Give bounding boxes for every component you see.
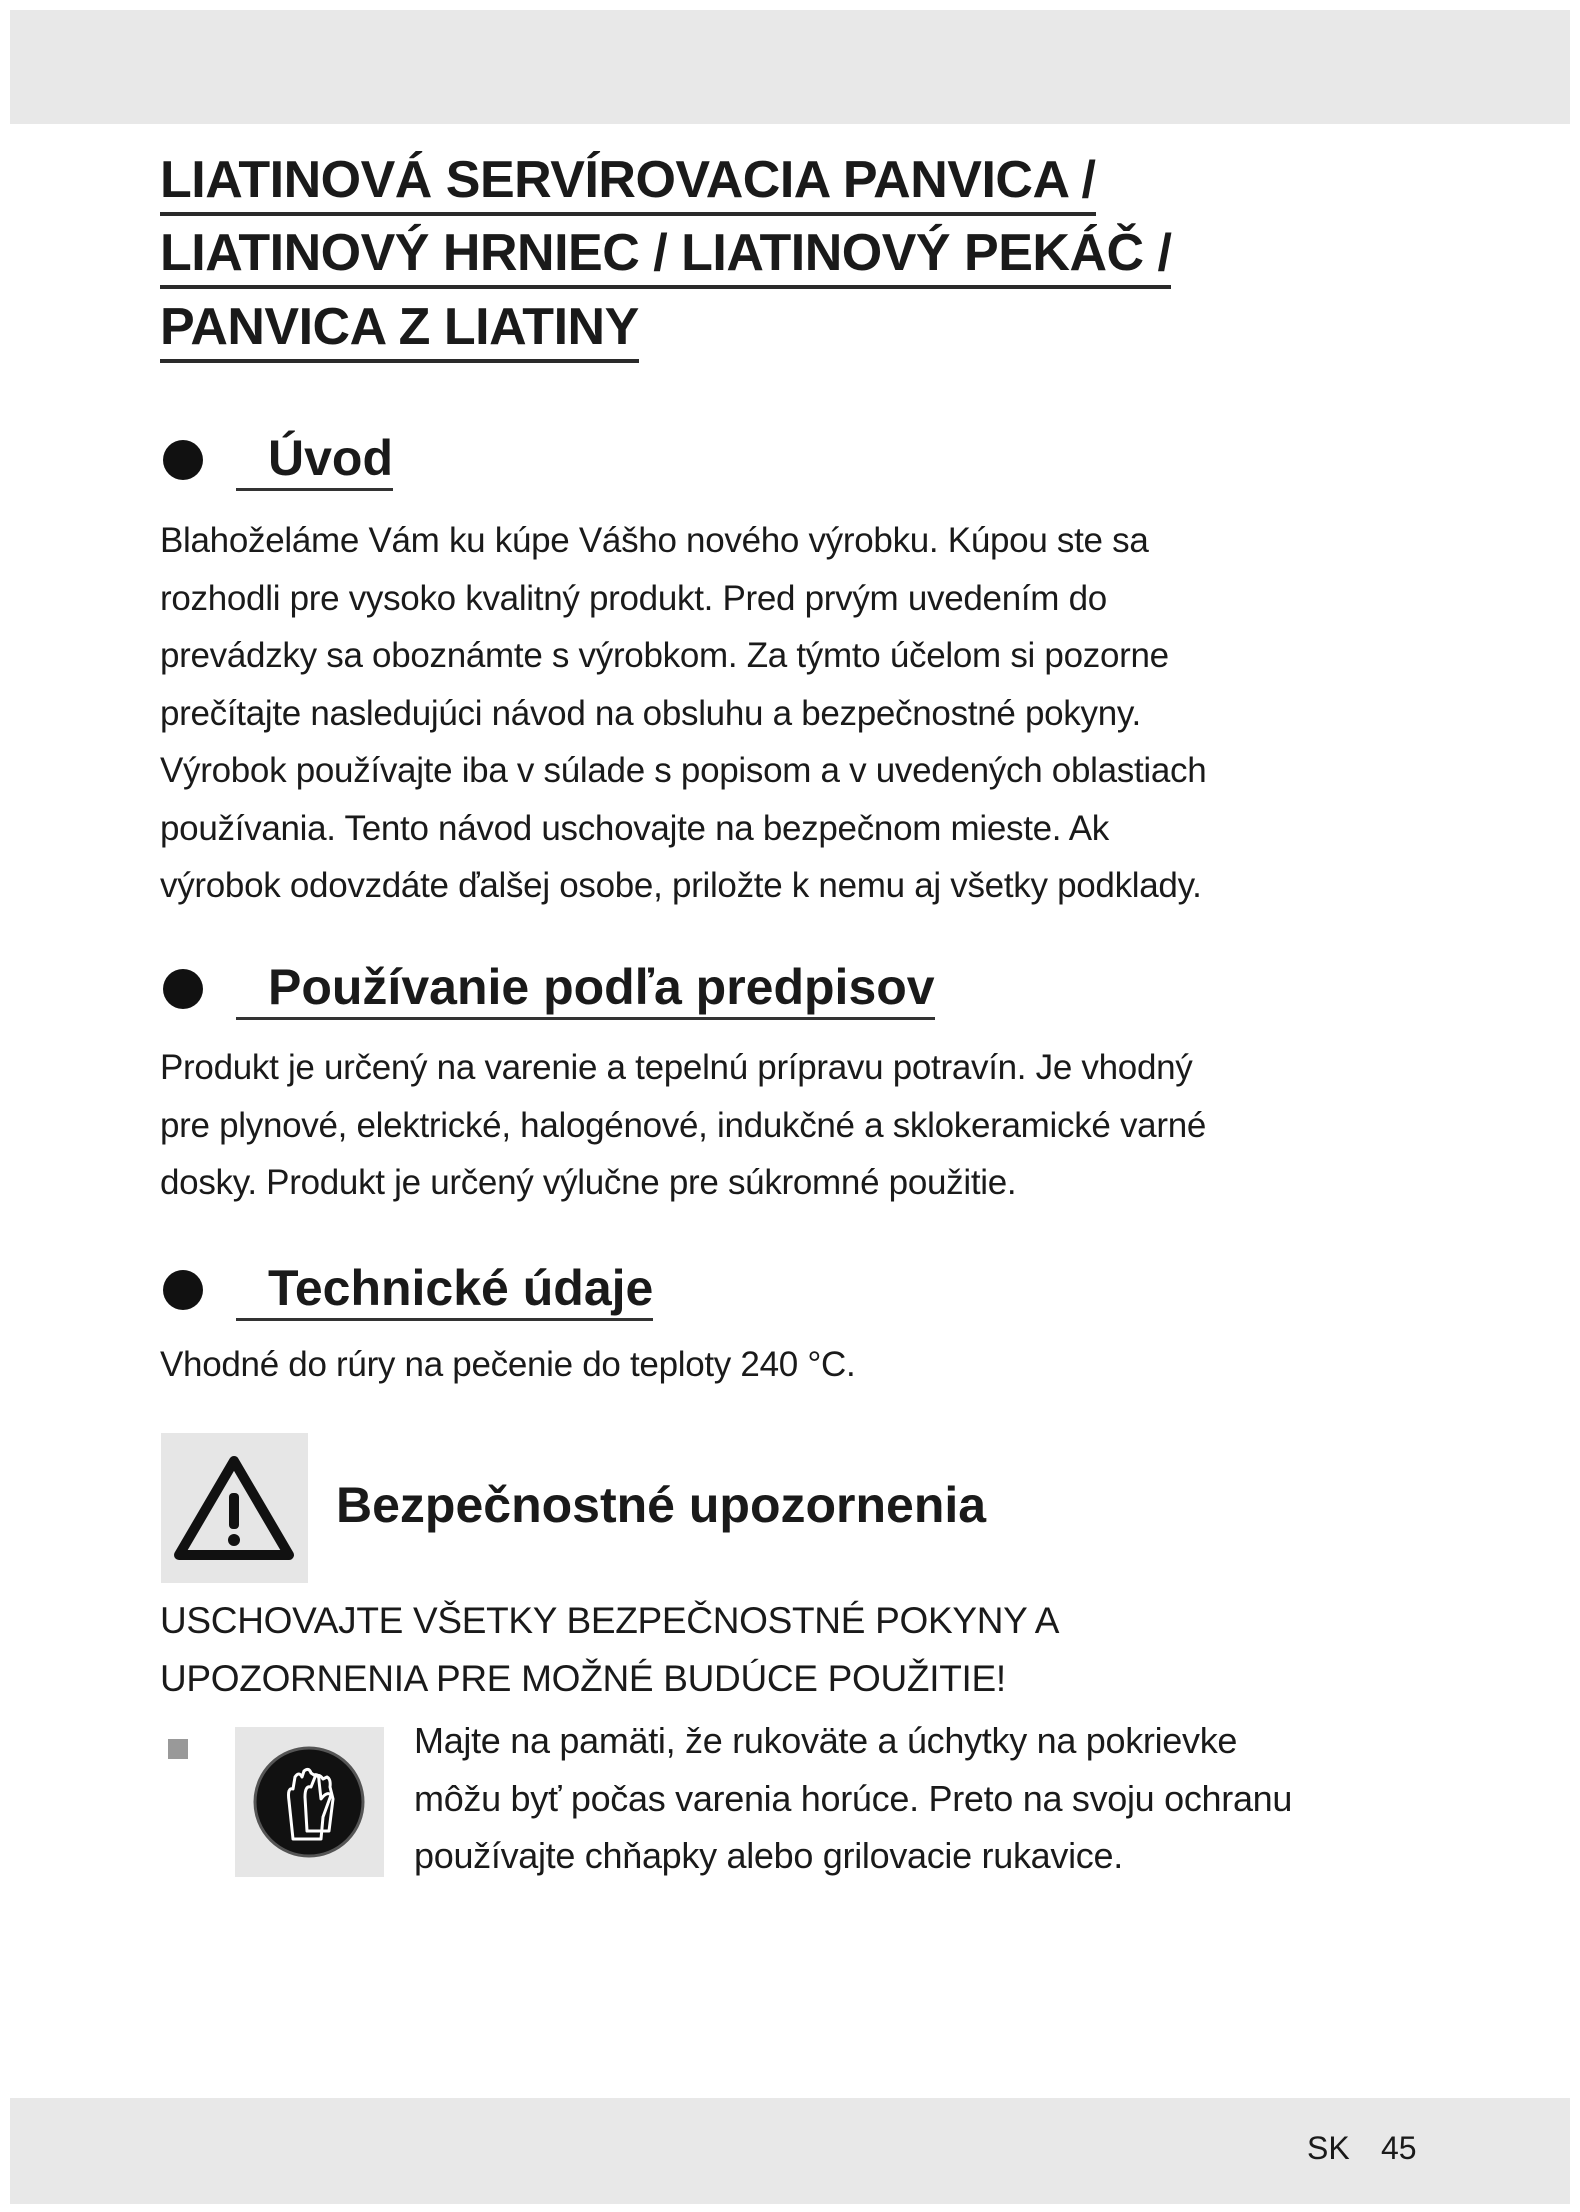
text-line: UPOZORNENIA PRE MOŽNÉ BUDÚCE POUŽITIE! bbox=[160, 1658, 1006, 1699]
technical-data-paragraph bbox=[160, 1336, 855, 1394]
safety-heading: Bezpečnostné upozornenia bbox=[336, 1477, 987, 1533]
bullet-icon bbox=[163, 440, 203, 480]
safety-notice bbox=[160, 1592, 1059, 1708]
text-line: Výrobok používajte iba v súlade s popisom a v uvedených oblastiach bbox=[160, 751, 1207, 790]
intended-use-paragraph bbox=[160, 1039, 1206, 1212]
page-title-line-3: PANVICA Z LIATINY bbox=[160, 297, 639, 363]
header-band bbox=[10, 10, 1570, 124]
bullet-icon bbox=[163, 969, 203, 1009]
text-line: prevádzky sa oboznámte s výrobkom. Za týmto účelom si pozorne bbox=[160, 636, 1169, 675]
text-line: dosky. Produkt je určený výlučne pre súkromné použitie. bbox=[160, 1163, 1017, 1202]
text-line: pre plynové, elektrické, halogénové, indukčné a sklokeramické varné bbox=[160, 1105, 1207, 1145]
text-line: výrobok odovzdáte ďalšej osobe, priložte k nemu aj všetky podklady. bbox=[160, 866, 1202, 905]
section-heading-technical-data: Technické údaje bbox=[268, 1258, 653, 1321]
text-line: používania. Tento návod uschovajte na bezpečnom mieste. Ak bbox=[160, 808, 1109, 848]
section-heading-intro: Úvod bbox=[268, 428, 393, 491]
warning-triangle-icon bbox=[161, 1433, 308, 1583]
text-line: Blahoželáme Vám ku kúpe Vášho nového výrobku. Kúpou ste sa bbox=[160, 521, 1149, 560]
text-line: Majte na pamäti, že rukoväte a úchytky na pokrievke bbox=[414, 1720, 1238, 1761]
text-line: prečítajte nasledujúci návod na obsluhu a bezpečnostné pokyny. bbox=[160, 693, 1141, 733]
text-line: používajte chňapky alebo grilovacie rukavice. bbox=[414, 1835, 1123, 1876]
section-heading-intended-use: Používanie podľa predpisov bbox=[268, 957, 935, 1020]
square-bullet-icon bbox=[168, 1739, 188, 1759]
text-line: rozhodli pre vysoko kvalitný produkt. Pred prvým uvedením do bbox=[160, 578, 1107, 618]
text-line: Vhodné do rúry na pečenie do teploty 240 °C. bbox=[160, 1345, 856, 1384]
page-title-line-1: LIATINOVÁ SERVÍROVACIA PANVICA / bbox=[160, 150, 1096, 216]
page-number: 45 bbox=[1381, 2130, 1417, 2166]
intro-paragraph bbox=[160, 512, 1206, 915]
text-line: Produkt je určený na varenie a tepelnú prípravu potravín. Je vhodný bbox=[160, 1048, 1193, 1087]
gloves-icon bbox=[235, 1727, 384, 1877]
text-line: USCHOVAJTE VŠETKY BEZPEČNOSTNÉ POKYNY A bbox=[160, 1600, 1060, 1641]
page-title-line-2: LIATINOVÝ HRNIEC / LIATINOVÝ PEKÁČ / bbox=[160, 223, 1171, 289]
text-line: môžu byť počas varenia horúce. Preto na svoju ochranu bbox=[414, 1777, 1293, 1819]
gloves-warning-text bbox=[414, 1712, 1292, 1885]
footer-language: SK bbox=[1307, 2130, 1350, 2166]
bullet-icon bbox=[163, 1270, 203, 1310]
